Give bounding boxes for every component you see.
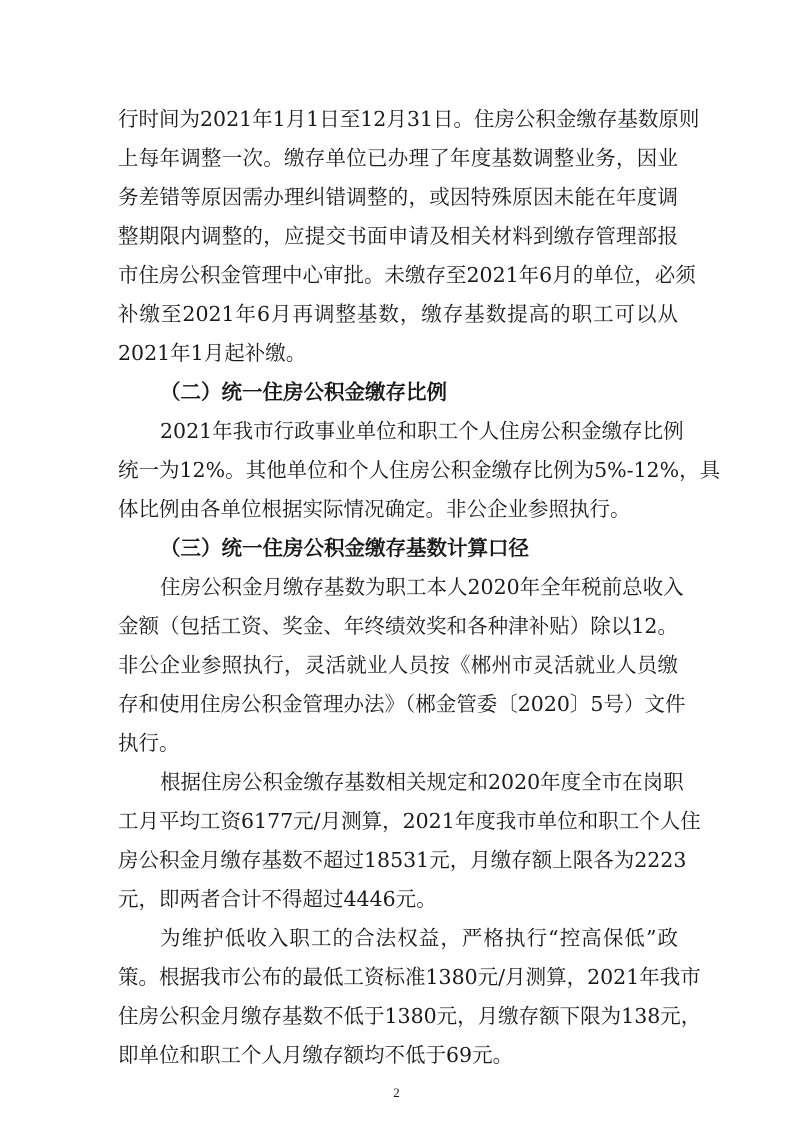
text-line: 2021年我市行政事业单位和职工个人住房公积金缴存比例: [160, 419, 684, 443]
text-line: 住房公积金月缴存基数为职工本人2020年全年税前总收入: [160, 575, 684, 599]
text-line: 整期限内调整的，应提交书面申请及相关材料到缴存管理部报: [118, 224, 678, 248]
text-line: 执行。: [118, 731, 180, 755]
text-line: 行时间为2021年1月1日至12月31日。住房公积金缴存基数原则: [118, 107, 700, 131]
text-line: 体比例由各单位根据实际情况确定。非公企业参照执行。: [118, 497, 631, 521]
text-line: 2021年1月起补缴。: [118, 341, 307, 365]
section-heading-contribution-ratio: （二）统一住房公积金缴存比例: [160, 380, 447, 404]
text-line: 为维护低收入职工的合法权益，严格执行“控高保低”政: [160, 926, 678, 950]
text-line: 补缴至2021年6月再调整基数，缴存基数提高的职工可以从: [118, 302, 678, 326]
text-line: 务差错等原因需办理纠错调整的，或因特殊原因未能在年度调: [118, 185, 678, 209]
text-line: 工月平均工资6177元/月测算，2021年度我市单位和职工个人住: [118, 809, 701, 833]
text-line: 即单位和职工个人月缴存额均不低于69元。: [118, 1043, 514, 1067]
text-line: 住房公积金月缴存基数不低于1380元，月缴存额下限为138元，: [118, 1004, 702, 1028]
text-line: 统一为12%。其他单位和个人住房公积金缴存比例为5%-12%，具: [118, 458, 721, 482]
text-line: 房公积金月缴存基数不超过18531元，月缴存额上限各为2223: [118, 848, 687, 872]
text-line: 存和使用住房公积金管理办法》（郴金管委〔2020〕5号）文件: [118, 692, 686, 716]
page-number: 2: [393, 1085, 400, 1100]
text-line: 市住房公积金管理中心审批。未缴存至2021年6月的单位，必须: [118, 263, 696, 287]
text-line: 上每年调整一次。缴存单位已办理了年度基数调整业务，因业: [118, 146, 678, 170]
text-line: 元，即两者合计不得超过4446元。: [118, 887, 437, 911]
section-heading-base-calculation: （三）统一住房公积金缴存基数计算口径: [160, 536, 529, 560]
text-line: 根据住房公积金缴存基数相关规定和2020年度全市在岗职: [160, 770, 684, 794]
text-line: 非公企业参照执行，灵活就业人员按《郴州市灵活就业人员缴: [118, 653, 678, 677]
text-line: 金额（包括工资、奖金、年终绩效奖和各种津补贴）除以12。: [118, 614, 678, 638]
text-line: 策。根据我市公布的最低工资标准1380元/月测算，2021年我市: [118, 965, 701, 989]
